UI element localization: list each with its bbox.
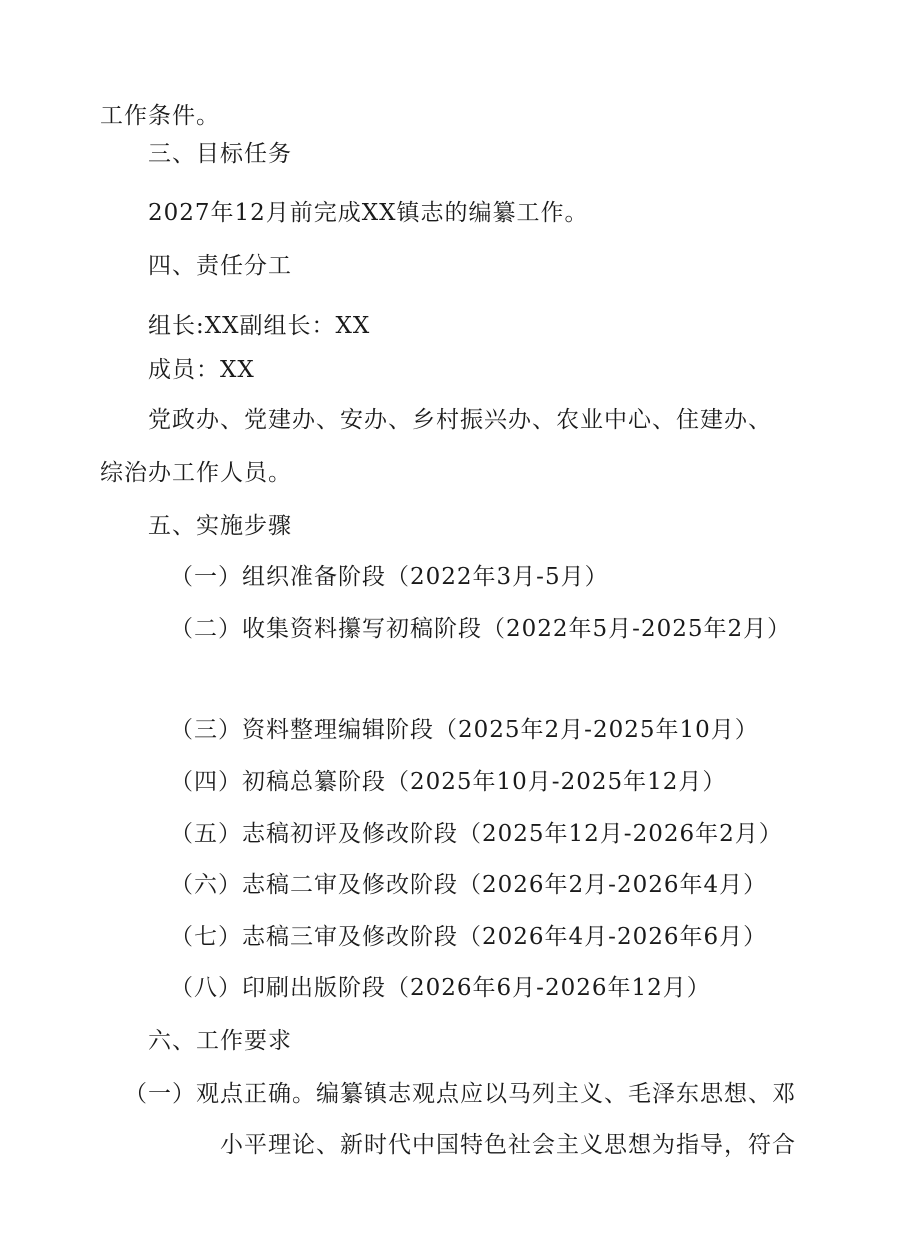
text-line-offices: 党政办、党建办、安办、乡村振兴办、农业中心、住建办、	[148, 407, 772, 433]
step-8: （八）印刷出版阶段（2026年6月-2026年12月）	[170, 975, 711, 1001]
text-line-offices-cont: 综治办工作人员。	[100, 460, 292, 486]
step-5: （五）志稿初评及修改阶段（2025年12月-2026年2月）	[170, 821, 783, 847]
text-line-leaders: 组长:XX副组长：XX	[148, 313, 371, 339]
text-line-target: 2027年12月前完成XX镇志的编纂工作。	[148, 200, 589, 226]
heading-target-tasks: 三、目标任务	[148, 141, 292, 167]
text-line-members: 成员：XX	[148, 357, 255, 383]
step-4: （四）初稿总纂阶段（2025年10月-2025年12月）	[170, 769, 727, 795]
step-6: （六）志稿二审及修改阶段（2026年2月-2026年4月）	[170, 872, 768, 898]
step-3: （三）资料整理编辑阶段（2025年2月-2025年10月）	[170, 717, 759, 743]
heading-responsibilities: 四、责任分工	[148, 253, 292, 279]
step-2: （二）收集资料攥写初稿阶段（2022年5月-2025年2月）	[170, 616, 792, 642]
requirement-1-cont: 小平理论、新时代中国特色社会主义思想为指导，符合	[220, 1132, 796, 1158]
step-1: （一）组织准备阶段（2022年3月-5月）	[170, 564, 609, 590]
requirement-1: （一）观点正确。编纂镇志观点应以马列主义、毛泽东思想、邓	[124, 1081, 796, 1107]
text-line-work-conditions: 工作条件。	[100, 103, 220, 129]
step-7: （七）志稿三审及修改阶段（2026年4月-2026年6月）	[170, 924, 768, 950]
heading-work-requirements: 六、工作要求	[148, 1028, 292, 1054]
heading-implementation-steps: 五、实施步骤	[148, 513, 292, 539]
